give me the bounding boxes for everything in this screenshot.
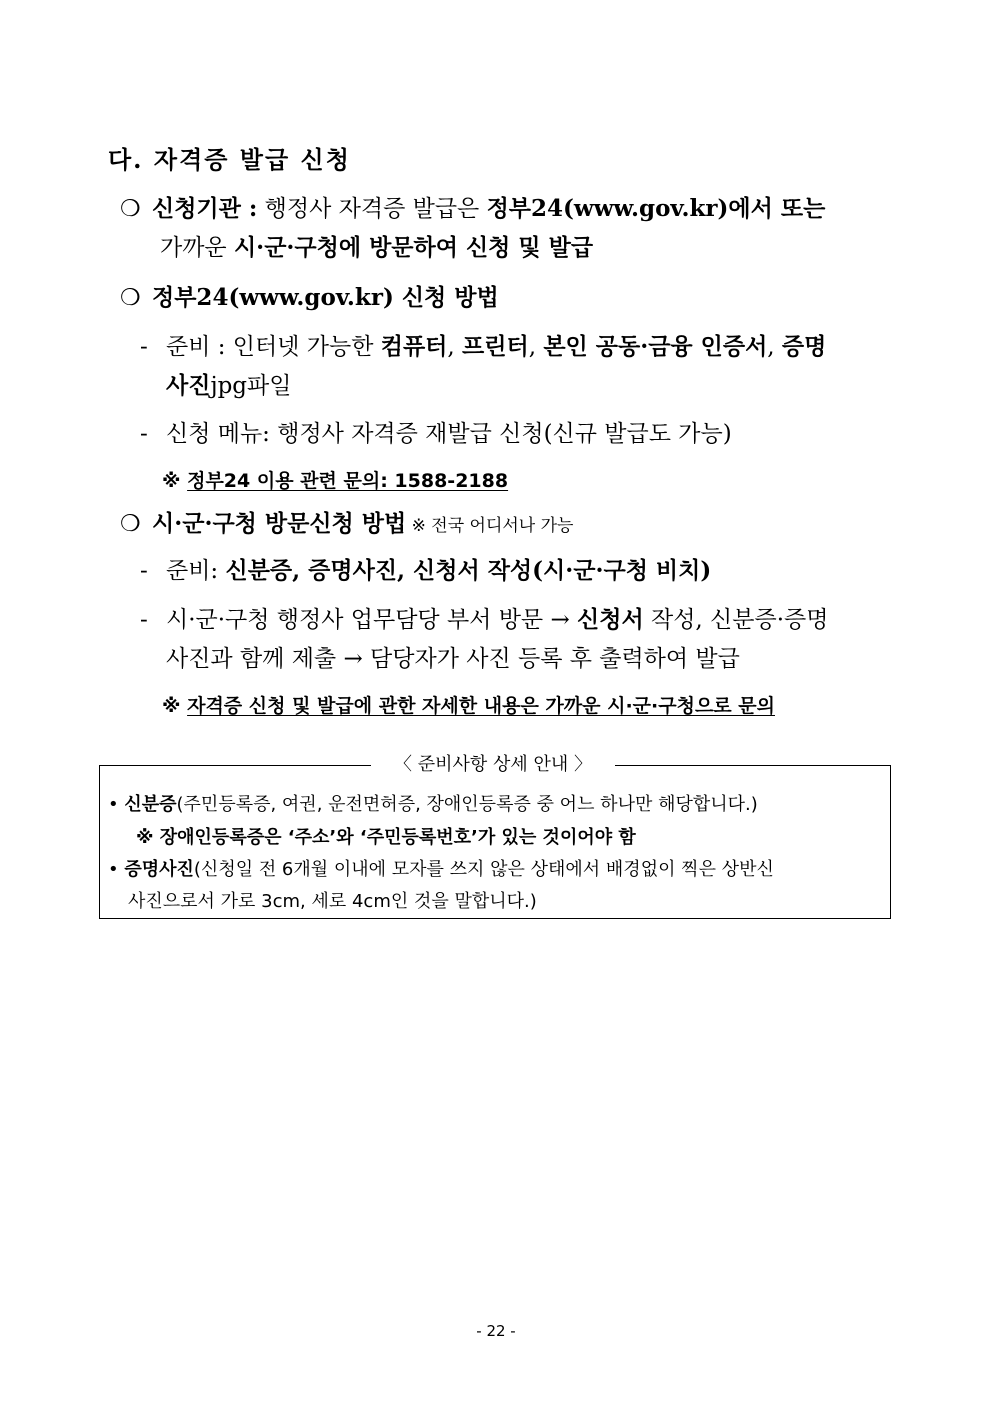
dot-bullet-icon: •: [108, 794, 125, 815]
dash-bullet: -: [140, 421, 148, 447]
issuing-agency-line2-bold: 시·군·구청에 방문하여 신청 및 발급: [233, 234, 594, 261]
box-photo-line2: 사진으로서 가로 3cm, 세로 4cm인 것을 말합니다.): [128, 891, 537, 912]
circle-bullet-icon: ❍: [120, 196, 141, 222]
gov24-prep-computer: 컴퓨터: [380, 333, 448, 360]
box-id-card-line: [108, 793, 758, 817]
box-disability-card-note: ※ 장애인등록증은 ‘주소’와 ‘주민등록번호’가 있는 것이어야 함: [136, 827, 636, 848]
box-id-card-text: (주민등록증, 여권, 운전면허증, 장애인등록증 중 어느 하나만 해당합니다.): [176, 794, 758, 815]
issuing-agency-text: 행정사 자격증 발급은: [257, 196, 487, 222]
box-id-card-label: 신분증: [124, 794, 177, 815]
visit-steps-line2: 사진과 함께 제출 → 담당자가 사진 등록 후 출력하여 발급: [166, 646, 740, 672]
visit-prep-text: 준비:: [166, 558, 226, 584]
visit-prep: [140, 556, 711, 586]
gov24-prep-sep: ,: [528, 334, 544, 360]
visit-prep-bold: 신분증, 증명사진, 신청서 작성(시·군·구청 비치): [225, 557, 712, 584]
item-gov24-method: [120, 283, 499, 313]
gov24-inquiry-note: [162, 466, 508, 496]
gov24-prep-photo-cont: 사진: [166, 372, 211, 399]
visit-steps-text: 시·군·구청 행정사 업무담당 부서 방문 →: [166, 607, 578, 633]
section-title: 다. 자격증 발급 신청: [108, 145, 351, 174]
visit-method-small-note: ※ 전국 어디서나 가능: [406, 516, 574, 536]
visit-steps: [140, 605, 828, 635]
visit-method-title: 시·군·구청 방문신청 방법: [152, 510, 407, 537]
circle-bullet-icon: ❍: [120, 285, 141, 311]
dot-bullet-icon: •: [108, 859, 125, 880]
item-issuing-agency: [120, 194, 825, 224]
gov24-method-title: 정부24(www.gov.kr) 신청 방법: [152, 284, 499, 311]
gov24-prep-printer: 프린터: [462, 333, 529, 360]
dash-bullet: -: [140, 334, 148, 360]
visit-steps-application: 신청서: [577, 606, 644, 633]
dash-bullet: -: [140, 607, 148, 633]
item-visit-method: [120, 509, 573, 541]
reference-mark: ※: [162, 695, 188, 717]
circle-bullet-icon: ❍: [120, 511, 141, 537]
gov24-prep-certificate: 본인 공동·금융 인증서: [543, 333, 768, 360]
gov24-prep-jpg: jpg파일: [210, 373, 292, 399]
gov24-prep-text: 준비 : 인터넷 가능한: [166, 334, 381, 360]
visit-inquiry-text: 자격증 신청 및 발급에 관한 자세한 내용은 가까운 시·군·구청으로 문의: [187, 695, 775, 717]
gov24-prep-photo: 증명: [781, 333, 827, 360]
gov24-prep-sep: ,: [447, 334, 463, 360]
gov24-prep-sep: ,: [767, 334, 782, 360]
box-photo-label: 증명사진: [124, 859, 194, 880]
box-photo-text: (신청일 전 6개월 이내에 모자를 쓰지 않은 상태에서 배경없이 찍은 상반신: [193, 859, 774, 880]
reference-mark: ※: [162, 470, 188, 492]
issuing-agency-bold: 정부24(www.gov.kr)에서 또는: [486, 195, 826, 222]
item-issuing-agency-line2: [160, 233, 593, 263]
box-photo-line: [108, 858, 774, 882]
preparation-details-title: 〈 준비사항 상세 안내 〉: [371, 751, 615, 779]
issuing-agency-label: 신청기관 :: [152, 195, 258, 222]
visit-steps-text2: 작성, 신분증·증명: [643, 607, 829, 633]
gov24-inquiry-text: 정부24 이용 관련 문의: 1588-2188: [187, 470, 509, 492]
dash-bullet: -: [140, 558, 148, 584]
issuing-agency-line2-text: 가까운: [160, 235, 234, 261]
page-number: - 22 -: [476, 1322, 516, 1340]
gov24-prep: [140, 332, 826, 362]
gov24-prep-line2: [166, 371, 291, 401]
visit-inquiry-note: [162, 691, 775, 721]
gov24-menu-text: 신청 메뉴: 행정사 자격증 재발급 신청(신규 발급도 가능): [166, 421, 732, 447]
gov24-menu: [140, 419, 732, 449]
